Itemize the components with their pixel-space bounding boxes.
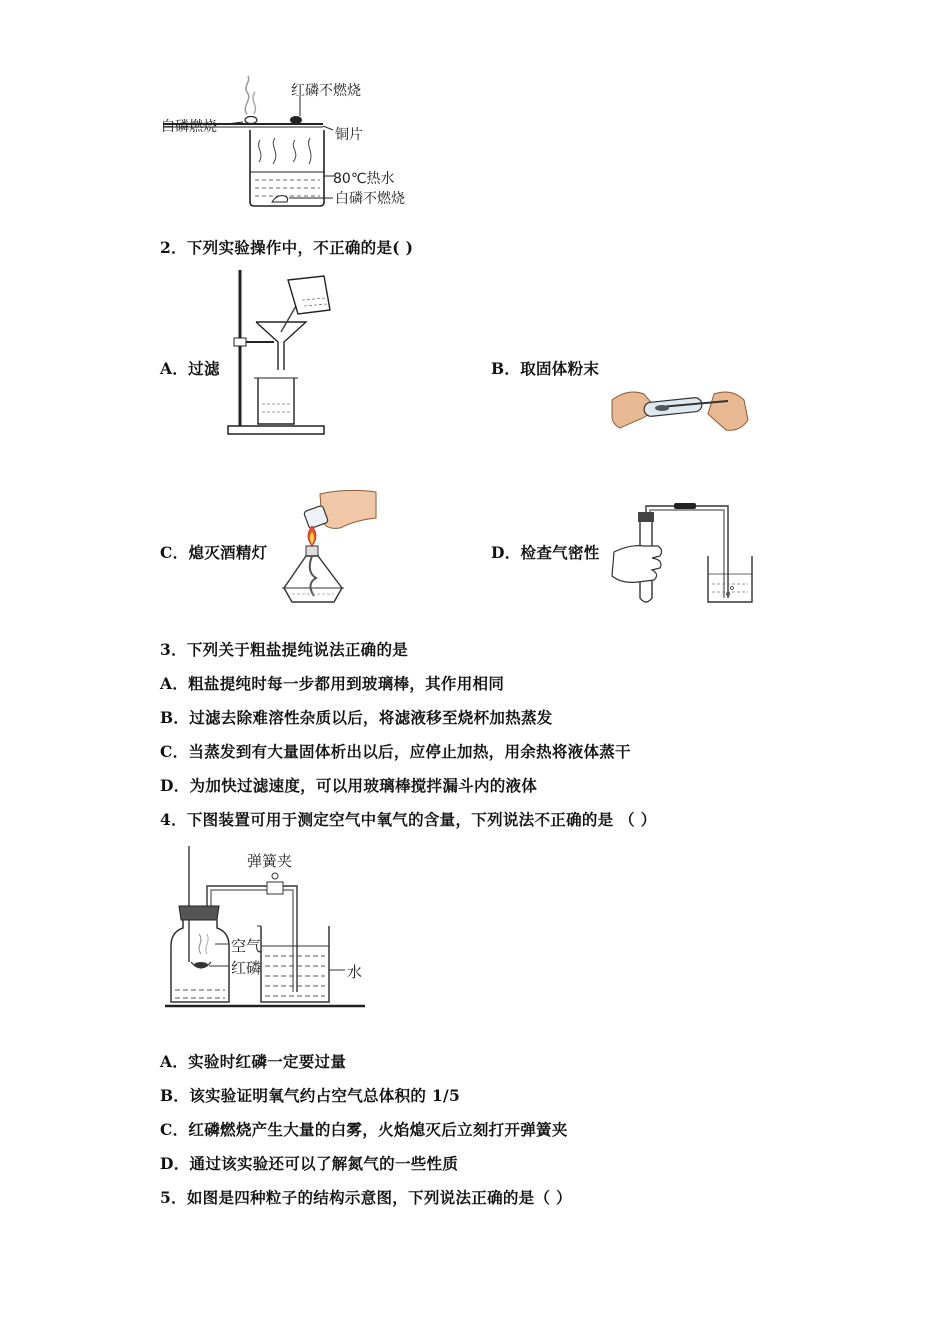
q3-option-b: B．过滤去除难溶性杂质以后，将滤液移至烧杯加热蒸发 bbox=[160, 708, 553, 727]
figure-combustion bbox=[155, 72, 425, 212]
q4-option-b: B．该实验证明氧气约占空气总体积的 1/5 bbox=[160, 1086, 461, 1105]
q4-option-a: A．实验时红磷一定要过量 bbox=[160, 1052, 347, 1071]
question-3-stem: 3．下列关于粗盐提纯说法正确的是 bbox=[160, 640, 409, 659]
question-4-stem: 4．下图装置可用于测定空气中氧气的含量，下列说法不正确的是 （ ） bbox=[160, 810, 657, 829]
figure-filtration bbox=[226, 266, 346, 438]
option-letter: A． bbox=[160, 359, 189, 378]
figure-alcohol-lamp bbox=[276, 488, 386, 606]
option-letter: B． bbox=[491, 359, 521, 378]
label-red-phosphorus-no-burn: 红磷不燃烧 bbox=[291, 83, 361, 99]
option-letter: C． bbox=[160, 543, 189, 562]
option-text: 过滤 bbox=[188, 359, 220, 378]
q3-option-a: A．粗盐提纯时每一步都用到玻璃棒，其作用相同 bbox=[160, 674, 505, 693]
figure-powder-sampling bbox=[610, 380, 750, 440]
label-hot-water: 80℃热水 bbox=[333, 171, 395, 187]
q2-option-c bbox=[160, 541, 267, 563]
figure-airtightness bbox=[608, 498, 754, 608]
question-5-stem: 5．如图是四种粒子的结构示意图，下列说法正确的是（ ） bbox=[160, 1188, 572, 1207]
option-letter: D． bbox=[491, 543, 521, 562]
option-text: 取固体粉末 bbox=[520, 359, 600, 378]
q4-option-c: C．红磷燃烧产生大量的白雾，火焰熄灭后立刻打开弹簧夹 bbox=[160, 1120, 568, 1139]
label-white-phosphorus-burn: 白磷燃烧 bbox=[161, 119, 217, 135]
q2-option-d bbox=[491, 541, 600, 563]
q3-option-c: C．当蒸发到有大量固体析出以后，应停止加热，用余热将液体蒸干 bbox=[160, 742, 631, 761]
option-text: 检查气密性 bbox=[520, 543, 600, 562]
q4-option-d: D．通过该实验还可以了解氮气的一些性质 bbox=[160, 1154, 459, 1173]
label-spring-clip: 弹簧夹 bbox=[247, 852, 293, 870]
q3-option-d: D．为加快过滤速度，可以用玻璃棒搅拌漏斗内的液体 bbox=[160, 776, 538, 795]
option-text: 熄灭酒精灯 bbox=[188, 543, 268, 562]
label-white-phosphorus-no-burn: 白磷不燃烧 bbox=[335, 191, 405, 207]
label-water: 水 bbox=[347, 963, 363, 981]
q2-option-a bbox=[160, 357, 220, 379]
question-2-stem: 2．下列实验操作中，不正确的是( ) bbox=[160, 238, 414, 257]
label-copper-sheet: 铜片 bbox=[335, 127, 363, 143]
label-red-phosphorus: 红磷 bbox=[231, 959, 262, 977]
q2-option-b bbox=[491, 357, 599, 379]
figure-oxygen-measurement bbox=[165, 842, 375, 1012]
label-air: 空气 bbox=[231, 937, 262, 955]
